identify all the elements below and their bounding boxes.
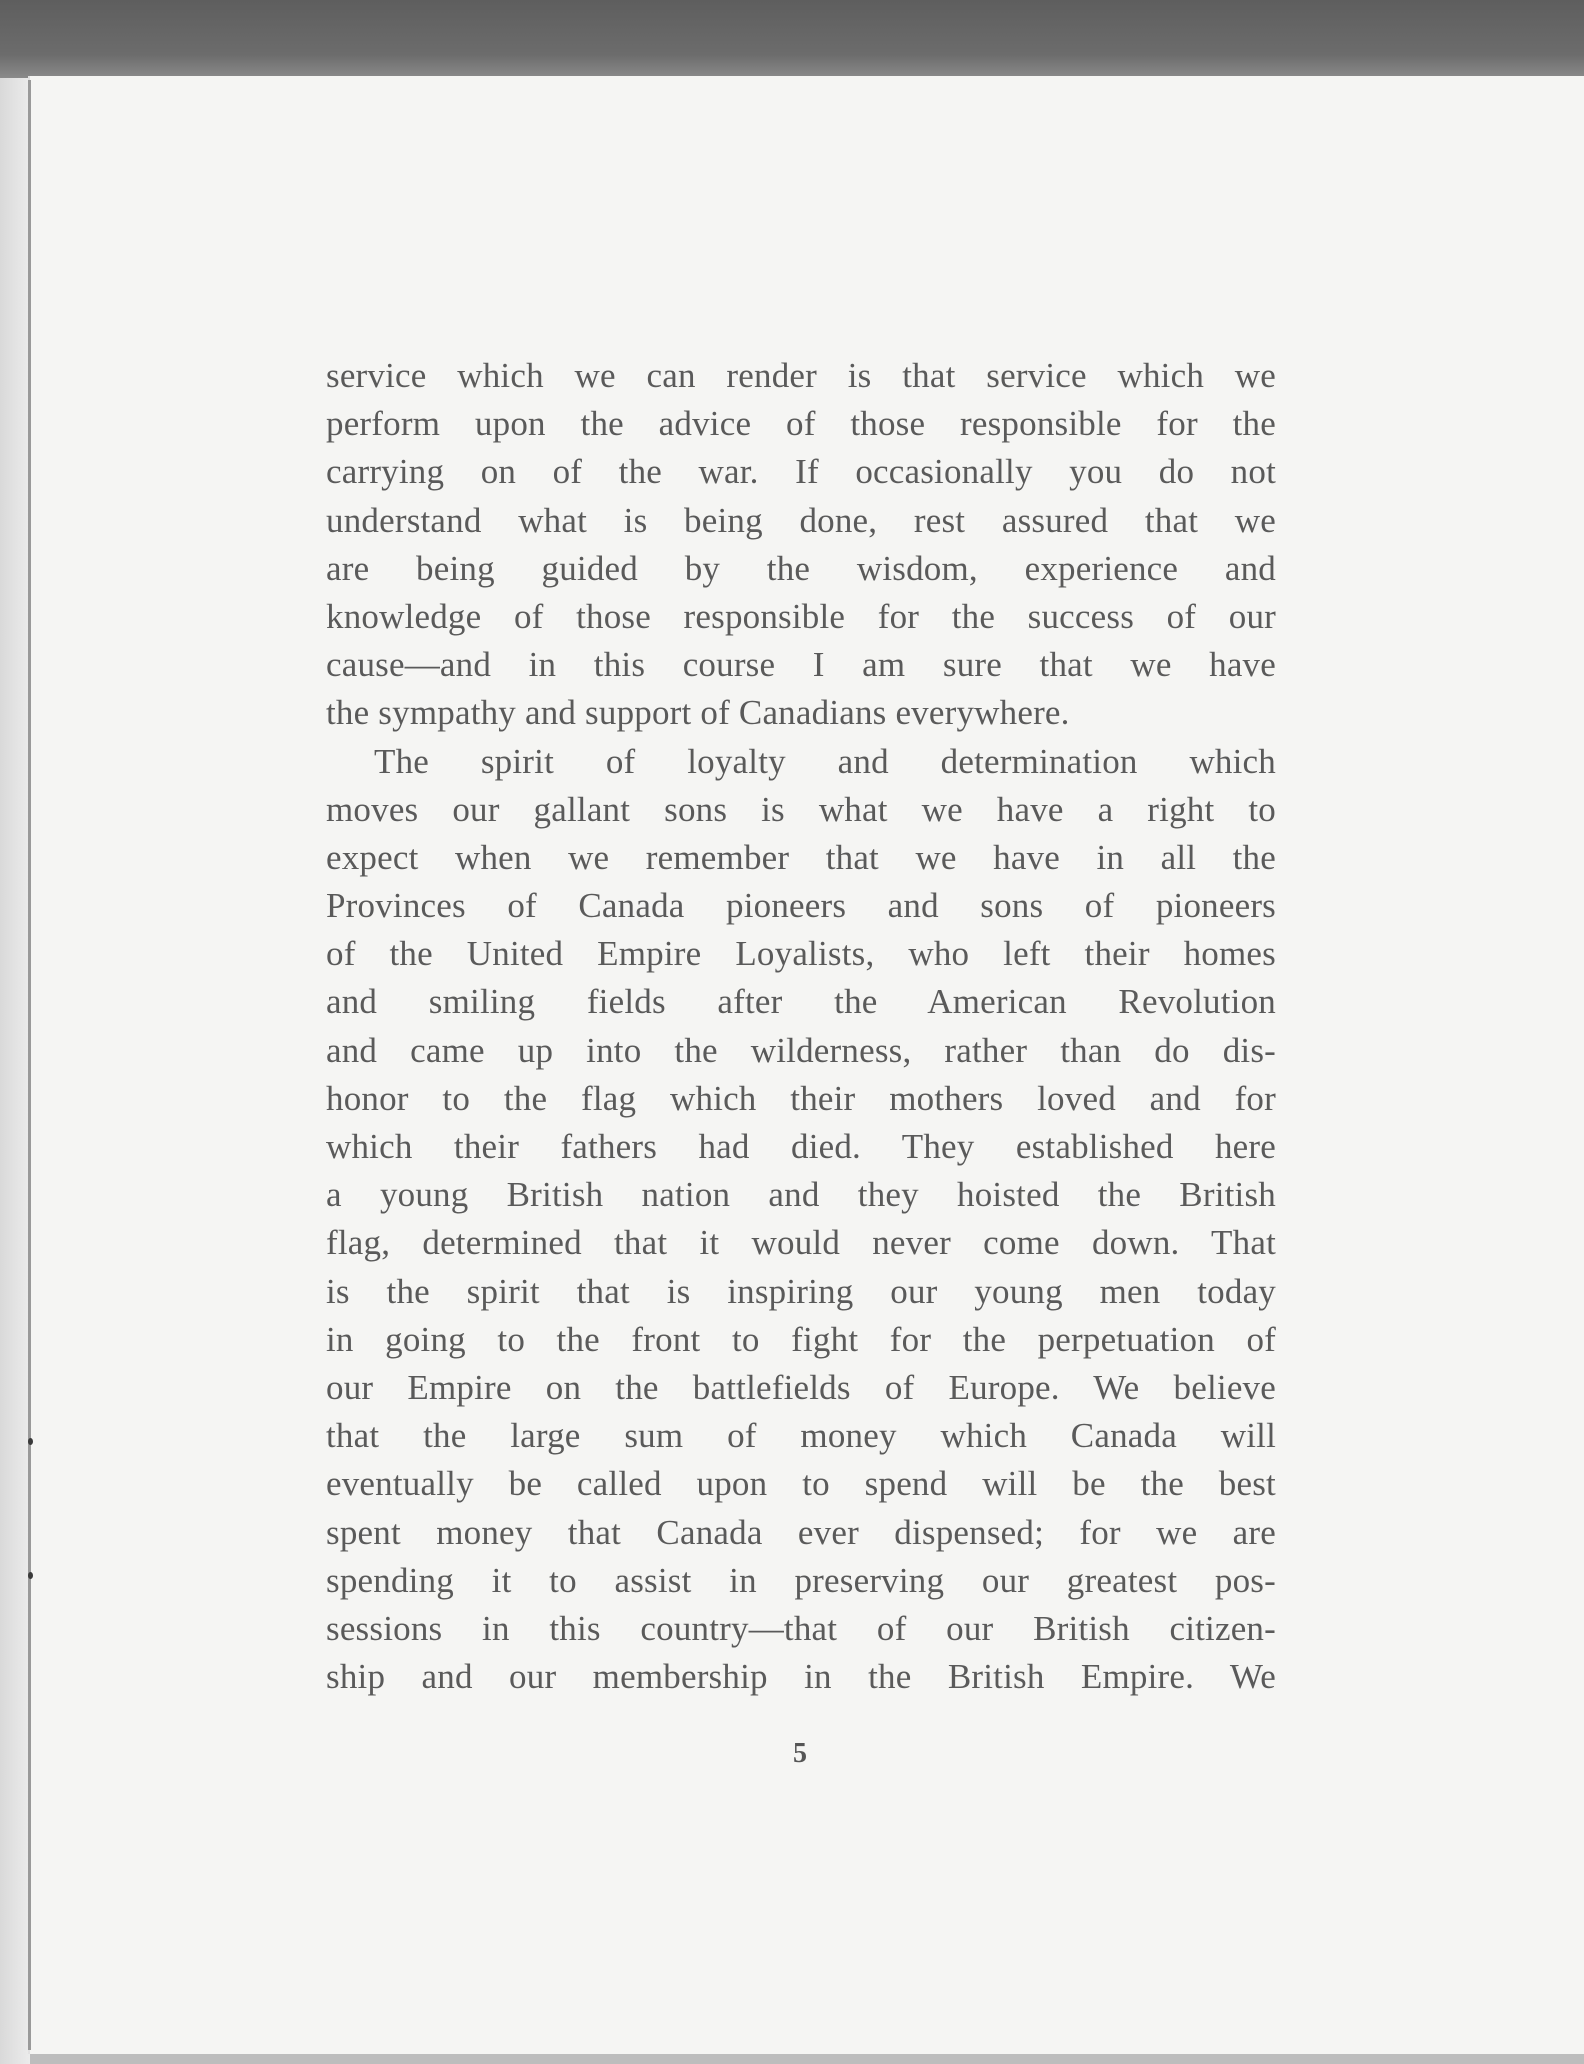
text-line: understand what is being done, rest assured that we [326, 500, 1276, 540]
text-line: sessions in this country—that of our British citizen- [326, 1608, 1276, 1648]
scan-top-band [0, 0, 1584, 78]
text-line: in going to the front to fight for the perpetuation of [326, 1319, 1276, 1359]
scan-speck [28, 1572, 33, 1579]
text-line: service which we can render is that service which we [326, 356, 1276, 395]
text-line: honor to the flag which their mothers loved and for [326, 1078, 1276, 1118]
text-line: the sympathy and support of Canadians everywhere. [326, 693, 1070, 733]
scan-speck [28, 1438, 33, 1445]
paragraph [326, 352, 1276, 738]
paragraph [326, 738, 1276, 1702]
text-line: spending it to assist in preserving our greatest pos- [326, 1560, 1276, 1600]
text-line: moves our gallant sons is what we have a right to [326, 789, 1276, 829]
text-line: a young British nation and they hoisted the British [326, 1175, 1276, 1215]
text-line: is the spirit that is inspiring our young men today [326, 1271, 1276, 1311]
text-line: which their fathers had died. They established here [326, 1127, 1276, 1166]
text-line: flag, determined that it would never come down. That [326, 1223, 1276, 1263]
text-line: expect when we remember that we have in all the [326, 837, 1276, 877]
text-line: carrying on of the war. If occasionally you do not [326, 452, 1276, 492]
text-line: perform upon the advice of those responsible for the [326, 404, 1276, 444]
text-line: The spirit of loyalty and determination which [374, 741, 1276, 781]
text-line: cause—and in this course I am sure that we have [326, 645, 1276, 685]
text-line: Provinces of Canada pioneers and sons of pioneers [326, 886, 1276, 926]
page-edge-rule [28, 80, 31, 2050]
text-line: eventually be called upon to spend will be the best [326, 1464, 1276, 1504]
text-line: knowledge of those responsible for the success of our [326, 596, 1276, 636]
text-line: and smiling fields after the American Revolution [326, 982, 1276, 1022]
text-line: spent money that Canada ever dispensed; for we are [326, 1512, 1276, 1552]
text-line: that the large sum of money which Canada will [326, 1416, 1276, 1456]
text-line: ship and our membership in the British Empire. We [326, 1657, 1276, 1697]
page-body-text [326, 352, 1276, 1701]
text-line: are being guided by the wisdom, experience and [326, 548, 1276, 588]
text-line: of the United Empire Loyalists, who left their homes [326, 934, 1276, 974]
page-number: 5 [793, 1738, 807, 1769]
text-line: and came up into the wilderness, rather than do dis- [326, 1030, 1276, 1070]
scan-left-margin [0, 78, 30, 2064]
text-line: our Empire on the battlefields of Europe. We believe [326, 1367, 1276, 1407]
